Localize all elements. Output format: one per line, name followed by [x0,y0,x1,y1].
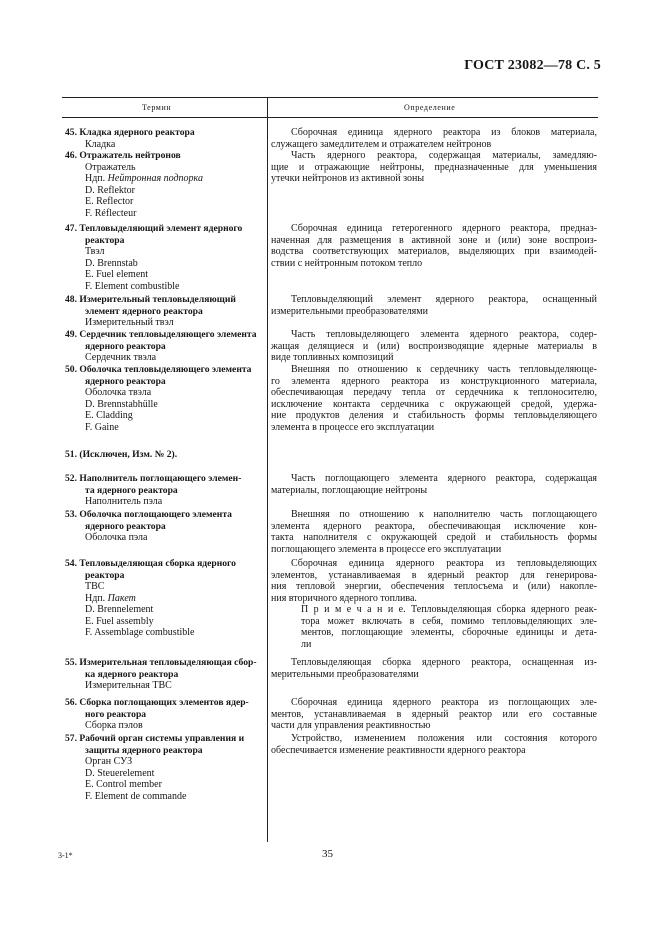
definition-line: ния вторичного ядерного топлива. [271,592,417,604]
definition-column [271,294,597,317]
definition-line: поглощающего элемента в процессе его эксплуатации [271,543,502,555]
term-title: 54. Тепловыделяющая сборка ядерного [65,558,236,569]
term-column [65,294,265,329]
term-line: E. Cladding [85,410,133,421]
definition-column [271,733,597,756]
definition-line: части для управления реактивностью [271,720,431,731]
definition-column [271,558,597,650]
definition-line: щие и отражающие нейтроны, предназначенные для уменьшения [271,161,597,173]
term-title: 50. Оболочка тепловыделяющего элемента [65,364,252,375]
definition-column [271,473,597,496]
term-column [65,697,265,732]
definition-line: материалы, поглощающие нейтроны [271,484,428,496]
definition-line: элемента ядерного реактора, обеспечивающая исключение кон- [271,520,597,532]
table-header-rule [62,117,598,118]
term-line: E. Fuel assembly [85,615,154,627]
term-line: F. Réflecteur [85,207,137,219]
term-line: Оболочка пэла [85,532,148,543]
term-column [65,473,265,508]
term-line: Ндп. Нейтронная подпорка [85,173,203,184]
term-line: F. Gaine [85,421,119,433]
definition-line: ния тепловой энергии, обеспечения теплосъема и (или) накопле- [271,581,597,592]
term-line: F. Element de commande [85,790,187,802]
definition-line: ментов, устанавливаемая в ядерный реактор или его составные [271,708,597,720]
term-column [65,329,265,364]
definition-line: элемента в процессе его эксплуатации [271,421,435,433]
term-line: ядерного реактора [85,520,166,532]
term-title: 48. Измерительный тепловыделяющий [65,294,236,305]
definition-line: ли [301,638,312,650]
term-line: Ндп. Пакет [85,592,136,604]
term-line: F. Assemblage combustible [85,627,195,638]
definition-line: ствии с нейтронным потоком тепло [271,257,423,269]
definition-line: Сборочная единица ядерного реактора из поглощающих эле- [291,697,597,708]
term-title: 52. Наполнитель поглощающего элемен- [65,473,242,484]
term-line: D. Steuerelement [85,767,155,779]
term-line: реактора [85,569,125,581]
term-column [65,558,265,639]
term-line: Кладка [85,138,116,150]
term-column [65,127,265,150]
definition-line: измерительными преобразователями [271,305,428,317]
definition-line: Часть тепловыделяющего элемента ядерного реактора, содер- [291,329,597,340]
definition-line: тора может включать в себя, помимо тепловыделяющих эле- [301,615,597,627]
term-line: Оболочка твэла [85,387,152,398]
term-line: E. Control member [85,779,162,790]
definition-column [271,223,597,269]
definition-line: ние продуктов деления и стабильность формы тепловыделяющего [271,410,597,421]
definition-line: го элемента ядерного реактора из конструкционного материала, [271,375,597,387]
term-column [65,223,265,292]
term-line: ТВС [85,581,105,592]
term-title: 51. (Исключен, Изм. № 2). [65,449,178,460]
term-title: 53. Оболочка поглощающего элемента [65,509,232,520]
term-line: Наполнитель пэла [85,496,163,507]
definition-line: элементов, устанавливаемая в ядерный реактор для генерирова- [271,569,597,581]
page-number: 35 [322,848,333,860]
definition-line: Часть поглощающего элемента ядерного реактора, содержащая [291,473,597,484]
definition-line: мерительными преобразователями [271,668,419,680]
term-line: Измерительная ТВС [85,680,172,691]
definition-line: жащая делящиеся и (или) воспроизводящие ядерные материалы в [271,340,597,352]
definition-column [271,329,597,364]
term-title: 56. Сборка поглощающих элементов ядер- [65,697,249,708]
term-title: 57. Рабочий орган системы управления и [65,733,245,744]
term-line: D. Brennelement [85,604,154,615]
term-title: 46. Отражатель нейтронов [65,150,181,161]
term-column [65,733,265,802]
definition-line: утечки нейтронов из активной зоны [271,173,425,184]
term-line: E. Fuel element [85,269,149,280]
term-line: ядерного реактора [85,340,166,352]
term-line: та ядерного реактора [85,484,178,496]
header-terms: Термин [142,103,172,112]
term-column [65,509,265,544]
definition-line: Внешняя по отношению к сердечнику часть тепловыделяюще- [291,364,597,375]
term-line: Орган СУЗ [85,756,133,767]
definition-line: исключение контакта сердечника с окружающей средой, удержа- [271,398,597,410]
term-line: элемент ядерного реактора [85,305,203,317]
terms-table [62,97,598,842]
term-line: D. Reflektor [85,184,135,196]
definition-column [271,127,597,150]
footer-mark: 3-1* [58,851,73,860]
definition-line: Сборочная единица гетерогенного ядерного реактора, предназ- [291,223,597,234]
term-line: ного реактора [85,708,147,720]
definition-line: обеспечивается изменение реактивности ядерного реактора [271,744,526,756]
definition-column [271,364,597,433]
term-line: Отражатель [85,161,136,173]
definition-column [271,150,597,185]
term-title: 55. Измерительная тепловыделяющая сбор- [65,657,257,668]
table-top-rule [62,97,598,98]
term-title: 45. Кладка ядерного реактора [65,127,195,138]
term-line: Твэл [85,246,105,257]
term-line: Сердечник твэла [85,352,157,363]
standard-reference: ГОСТ 23082—78 С. 5 [464,58,601,73]
definition-column [271,657,597,680]
term-line: D. Brennstabhülle [85,398,158,410]
term-column [65,150,265,219]
term-line: Измерительный твэл [85,317,174,328]
term-column [65,657,265,692]
term-title: 49. Сердечник тепловыделяющего элемента [65,329,257,340]
definition-line: ментов, поглощающие элементы, сборочные единицы и дета- [301,627,597,638]
definition-line: Сборочная единица ядерного реактора из блоков материала, [291,127,597,138]
term-column [65,364,265,433]
term-line: реактора [85,234,125,246]
definition-line: Тепловыделяющий элемент ядерного реактора, оснащенный [291,294,597,305]
header-definition: Определение [404,103,456,112]
term-line: E. Reflector [85,196,134,207]
definition-line: водства соответствующих материалов, выделяющих при взаимодей- [271,246,597,257]
term-line: ка ядерного реактора [85,668,179,680]
term-title: 47. Тепловыделяющий элемент ядерного [65,223,243,234]
definition-line: такта наполнителя с окружающей средой и стабильность формы [271,532,597,543]
term-line: D. Brennstab [85,257,138,269]
term-line: F. Element combustible [85,280,180,292]
definition-line: служащего замедлителем и отражателем нейтронов [271,138,492,150]
term-line: Сборка пэлов [85,720,143,731]
term-line: ядерного реактора [85,375,166,387]
definition-line: Сборочная единица ядерного реактора из тепловыделяющих [291,558,597,569]
definition-line: Часть ядерного реактора, содержащая материалы, замедляю- [291,150,597,161]
definition-column [271,697,597,732]
definition-line: Устройство, изменением положения или состояния которого [291,733,597,744]
definition-line: наченная для размещения в активной зоне и (или) зоне воспроиз- [271,234,597,246]
definition-line: Тепловыделяющая сборка ядерного реактора, оснащенная из- [291,657,597,668]
term-column [65,449,265,461]
definition-line: обеспечивающая передачу тепла от сердечника к теплоносителю, [271,387,597,398]
definition-line: Внешняя по отношению к наполнителю часть поглощающего [291,509,597,520]
column-divider [267,97,268,842]
definition-line: П р и м е ч а н и е. Тепловыделяющая сборка ядерного реак- [301,604,597,615]
definition-column [271,509,597,555]
term-line: защиты ядерного реактора [85,744,203,756]
definition-line: виде топливных композиций [271,352,394,363]
